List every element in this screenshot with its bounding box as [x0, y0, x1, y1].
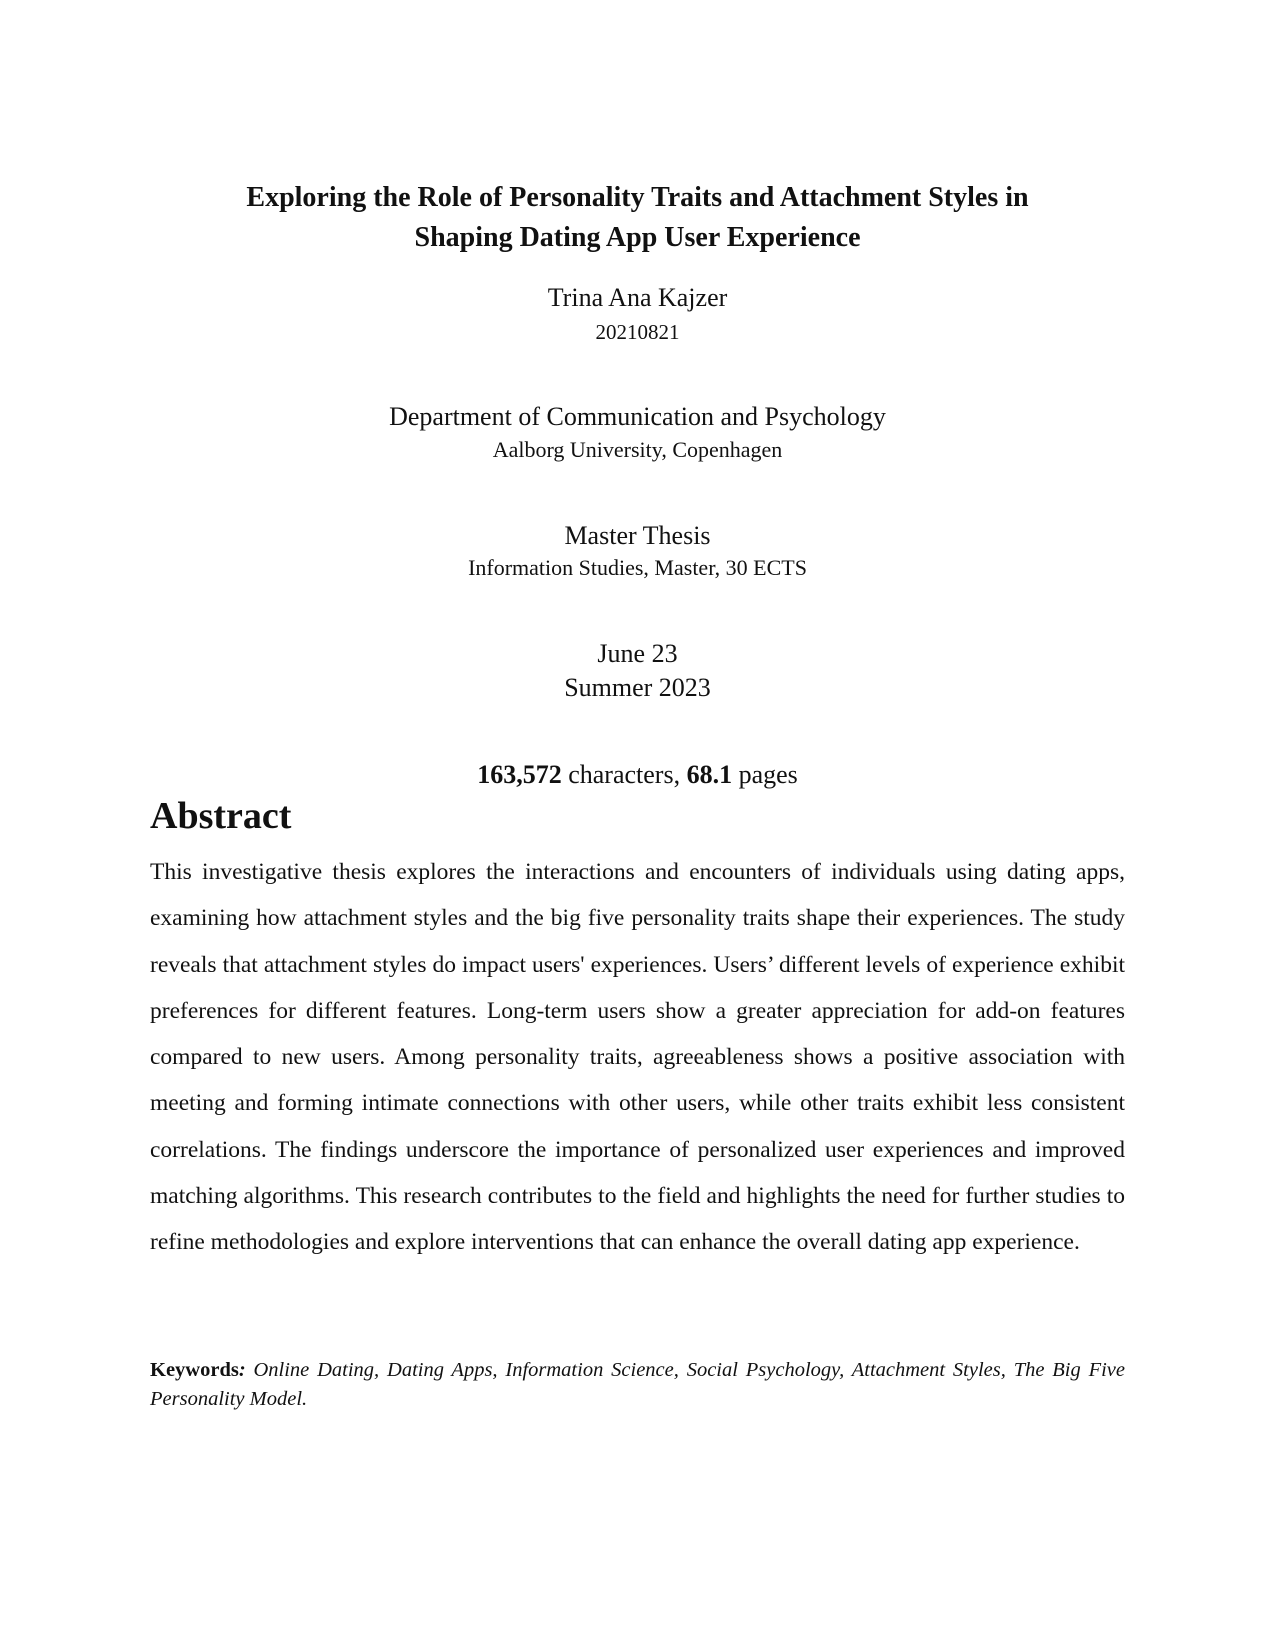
abstract-text: This investigative thesis explores the interactions and encounters of individuals using dating apps, examining how attachment styles and the big five personality traits shape their experiences. The study reveals that attachment styles do impact users' experiences. Users’ different levels of experience exhibit preferences for different features. Long-term users show a greater appreciation for add-on features compared to new users. Among personality traits, agreeableness shows a positive association with meeting and forming intimate connections with other users, while other traits exhibit less consistent correlations. The findings underscore the importance of personalized user experiences and improved matching algorithms. This research contributes to the field and highlights the need for further studies to refine methodologies and explore interventions that can enhance the overall dating app experience. — [150, 859, 1125, 1256]
thesis-title-line-2: Shaping Dating App User Experience — [414, 222, 861, 253]
character-count-label: characters, — [561, 760, 687, 789]
keywords-label: Keywords — [150, 1359, 239, 1381]
submission-date: June 23 — [597, 639, 678, 668]
student-id: 20210821 — [595, 320, 680, 344]
length-counts — [0, 759, 1275, 791]
keywords-list: Online Dating, Dating Apps, Information Science, Social Psychology, Attachment Styles, The Big Five Personality Model. — [150, 1359, 1125, 1410]
university: Aalborg University, Copenhagen — [492, 437, 783, 462]
page-count-label: pages — [732, 760, 798, 789]
page-count: 68.1 — [686, 760, 733, 789]
character-count: 163,572 — [477, 760, 562, 789]
abstract-heading: Abstract — [150, 795, 292, 837]
keywords — [150, 1356, 1125, 1414]
thesis-title-line-1: Exploring the Role of Personality Traits and Attachment Styles in — [246, 182, 1029, 213]
thesis-title — [0, 178, 1275, 258]
keywords-colon: : — [238, 1359, 246, 1381]
study-program: Information Studies, Master, 30 ECTS — [468, 555, 807, 580]
author-name: Trina Ana Kajzer — [547, 283, 728, 312]
department: Department of Communication and Psychology — [389, 402, 886, 431]
submission-term: Summer 2023 — [564, 673, 711, 702]
thesis-type: Master Thesis — [564, 521, 711, 550]
